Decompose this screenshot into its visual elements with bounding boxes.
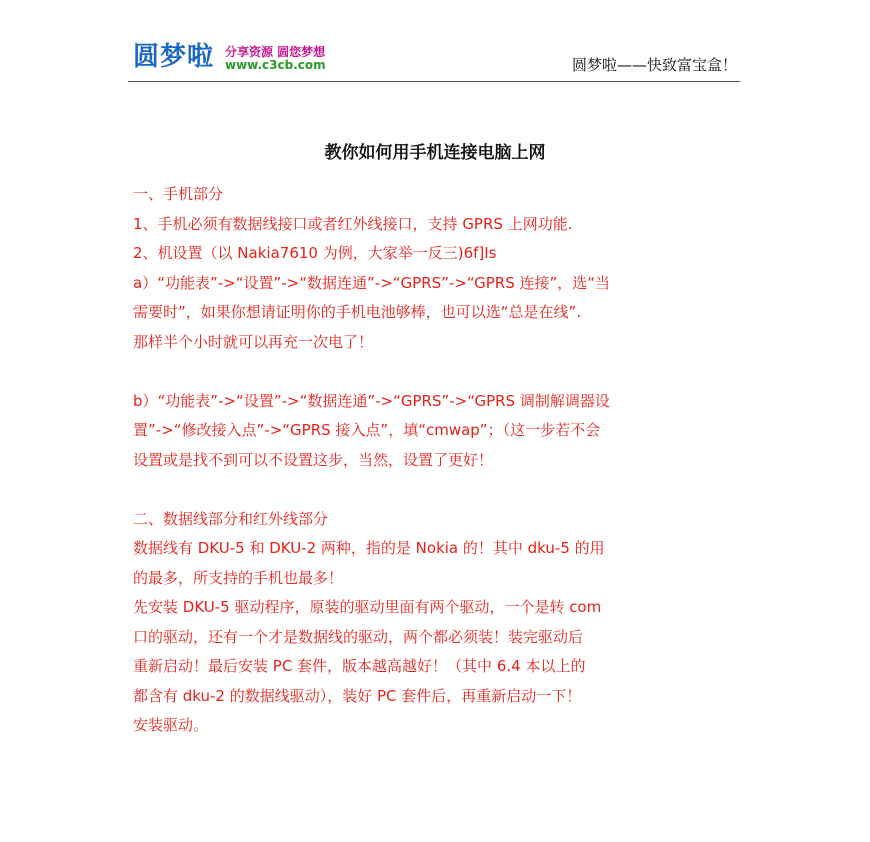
paragraph-line: b）“功能表”->“设置”->“数据连通”->“GPRS”->“GPRS 调制解调器设	[133, 391, 610, 410]
document-body	[133, 180, 743, 741]
logo-url: www.c3cb.com	[225, 58, 326, 72]
paragraph-line: 重新启动！最后安装 PC 套件，版本越高越好！（其中 6.4 本以上的	[133, 657, 586, 675]
section-heading-phone: 一、手机部分	[133, 185, 224, 203]
paragraph-line: 置”->“修改接入点”->“GPRS 接入点”，填“cmwap”；（这一步若不会	[133, 421, 601, 439]
section-heading-cable: 二、数据线部分和红外线部分	[133, 509, 329, 528]
paragraph-line: 数据线有 DKU-5 和 DKU-2 两种，指的是 Nokia 的！其中 dku-5 的用	[133, 539, 605, 557]
paragraph-line: 安装驱动。	[133, 716, 209, 734]
paragraph-line: 都含有 dku-2 的数据线驱动），装好 PC 套件后，再重新启动一下！	[133, 686, 582, 705]
paragraph-line: 口的驱动，还有一个才是数据线的驱动，两个都必须装！装完驱动后	[133, 627, 584, 646]
paragraph-line: 那样半个小时就可以再充一次电了！	[133, 332, 374, 351]
header-tagline: 圆梦啦——快致富宝盒！	[571, 56, 737, 74]
paragraph-line: 2、机设置（以 Nakia7610 为例，大家举一反三)6f]Is	[133, 244, 497, 262]
paragraph-line: a）“功能表”->“设置”->“数据连通”->“GPRS”->“GPRS 连接”，选“当	[133, 273, 611, 292]
paragraph-line: 1、手机必须有数据线接口或者红外线接口，支持 GPRS 上网功能.	[133, 214, 573, 233]
paragraph-gap	[133, 357, 743, 387]
paragraph-line: 先安装 DKU-5 驱动程序，原装的驱动里面有两个驱动，一个是转 com	[133, 598, 602, 616]
logo-slogan: 分享资源 圆您梦想	[225, 45, 326, 59]
paragraph-line: 设置或是找不到可以不设置这步，当然，设置了更好！	[133, 450, 494, 469]
paragraph-line: 需要时”，如果你想请证明你的手机电池够棒，也可以选“总是在线”.	[133, 303, 582, 321]
paragraph-gap	[133, 475, 743, 505]
header-divider	[128, 81, 740, 82]
paragraph-line: 的最多，所支持的手机也最多！	[133, 568, 344, 587]
document-title: 教你如何用手机连接电脑上网	[324, 143, 546, 163]
logo-text: 圆梦啦	[133, 42, 215, 72]
